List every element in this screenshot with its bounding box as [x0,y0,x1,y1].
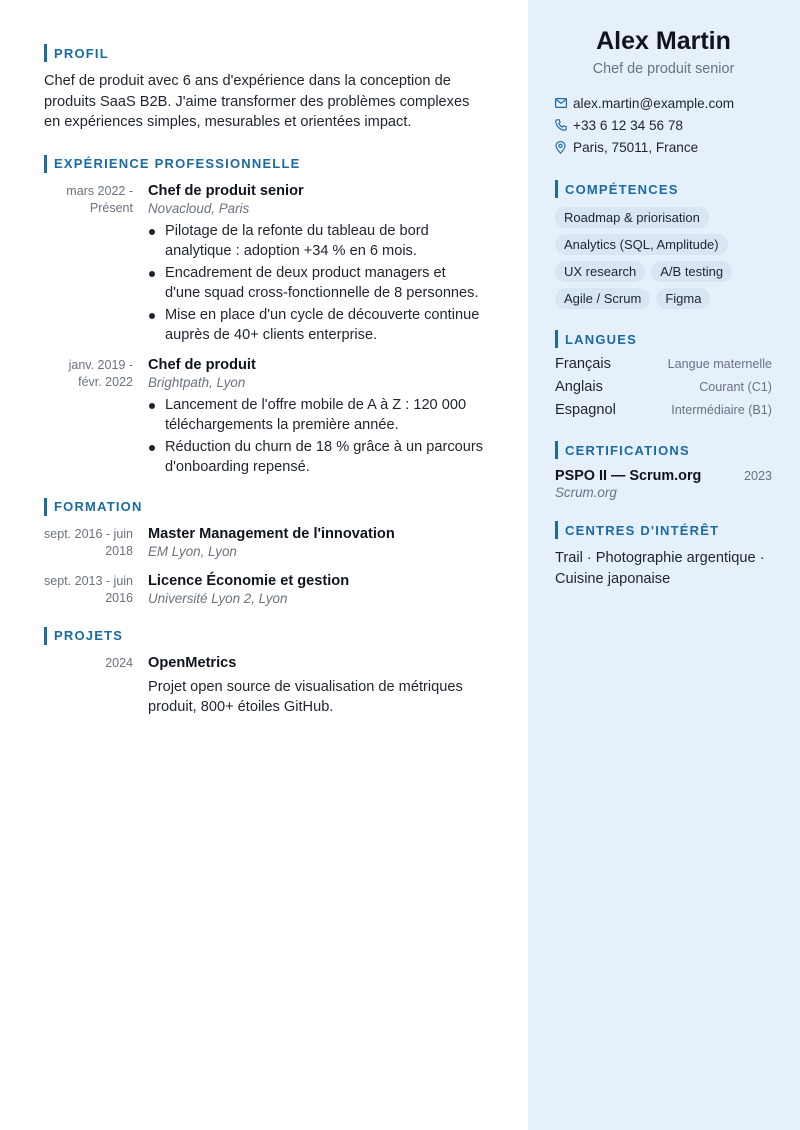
bullet-item: Lancement de l'offre mobile de A à Z : 120 000 téléchargements la première année. [148,395,484,436]
section-accent-bar [44,155,47,173]
candidate-name: Alex Martin [596,27,731,55]
skill-chip: A/B testing [651,261,732,282]
section-title-interets [555,521,772,539]
entry-date: mars 2022 - Présent [66,183,133,215]
section-title-label: PROFIL [54,45,109,61]
phone-text: +33 6 12 34 56 78 [573,117,683,133]
certification-issuer: Scrum.org [555,485,617,500]
contact-list [555,92,772,158]
language-name: Français [555,356,611,372]
entry-school: Université Lyon 2, Lyon [148,590,288,606]
certification-row [555,468,772,484]
education-entry [44,525,484,560]
language-row [555,379,772,402]
section-title-projets [44,627,484,645]
contact-location [555,136,772,158]
email-text: alex.martin@example.com [573,95,735,111]
project-description: Projet open source de visualisation de métriques produit, 800+ étoiles GitHub. [148,678,463,715]
experience-entry [44,182,484,347]
entry-date: janv. 2019 - févr. 2022 [68,357,133,389]
skill-chip: Analytics (SQL, Amplitude) [555,234,728,255]
location-text: Paris, 75011, France [573,139,699,155]
entry-school: EM Lyon, Lyon [148,543,237,559]
language-name: Anglais [555,379,603,395]
sidebar [528,0,800,1130]
entry-date: sept. 2013 - juin 2016 [44,573,133,605]
entry-date: 2024 [105,655,133,670]
project-name: OpenMetrics [148,654,237,671]
section-title-label: PROJETS [54,628,124,643]
section-title-experience [44,155,484,173]
bullet-item: Encadrement de deux product managers et d'une squad cross-fonctionnelle de 8 personnes. [148,263,484,304]
project-entry [44,654,484,718]
entry-role: Chef de produit [148,356,256,373]
section-accent-bar [44,627,47,645]
language-level: Courant (C1) [699,380,772,394]
section-title-langues [555,330,772,348]
entry-bullets [148,395,484,478]
contact-phone[interactable] [555,114,772,136]
contact-email[interactable] [555,92,772,114]
education-entry [44,572,484,607]
profile-summary: Chef de produit avec 6 ans d'expérience dans la conception de produits SaaS B2B. J'aime transformer des problèmes complexes en expériences simples, mesurables et orientées impact. [44,73,470,130]
entry-role: Chef de produit senior [148,182,304,199]
entry-date: sept. 2016 - juin 2018 [44,526,133,558]
entry-organization: Brightpath, Lyon [148,374,246,390]
entry-bullets [148,221,484,346]
bullet-item: Réduction du churn de 18 % grâce à un parcours d'onboarding repensé. [148,437,484,478]
interests-text: Trail · Photographie argentique · Cuisine japonaise [555,550,765,587]
certification-year: 2023 [743,469,772,483]
section-accent-bar [555,330,558,348]
location-pin-icon [555,141,573,154]
skills-list [555,207,772,315]
languages-list [555,356,772,425]
section-title-competences [555,180,772,198]
language-name: Espagnol [555,402,616,418]
section-title-label: LANGUES [565,331,637,347]
language-level: Intermédiaire (B1) [671,403,772,417]
bullet-item: Mise en place d'un cycle de découverte continue auprès de 40+ clients enterprise. [148,305,484,346]
section-title-label: CERTIFICATIONS [565,442,690,458]
skill-chip: UX research [555,261,645,282]
section-accent-bar [555,441,558,459]
experience-entry [44,356,484,479]
candidate-headline: Chef de produit senior [592,61,735,77]
entry-degree: Master Management de l'innovation [148,525,395,542]
section-title-formation [44,498,484,516]
section-accent-bar [555,521,558,539]
language-row [555,356,772,379]
skill-chip: Agile / Scrum [555,288,650,309]
mail-icon [555,98,573,108]
skill-chip: Roadmap & priorisation [555,207,709,228]
section-title-label: CENTRES D'INTÉRÊT [565,522,720,538]
section-title-label: FORMATION [54,499,143,514]
section-title-label: EXPÉRIENCE PROFESSIONNELLE [54,156,301,171]
section-accent-bar [555,180,558,198]
section-title-certifications [555,441,772,459]
certification-name: PSPO II — Scrum.org [555,468,702,484]
section-accent-bar [44,44,47,62]
language-level: Langue maternelle [667,357,772,371]
phone-icon [555,119,573,131]
bullet-item: Pilotage de la refonte du tableau de bord analytique : adoption +34 % en 6 mois. [148,221,484,262]
entry-degree: Licence Économie et gestion [148,572,350,589]
skill-chip: Figma [656,288,710,309]
entry-organization: Novacloud, Paris [148,200,250,216]
section-accent-bar [44,498,47,516]
section-title-profil [44,44,484,62]
section-title-label: COMPÉTENCES [565,181,679,197]
language-row [555,402,772,425]
